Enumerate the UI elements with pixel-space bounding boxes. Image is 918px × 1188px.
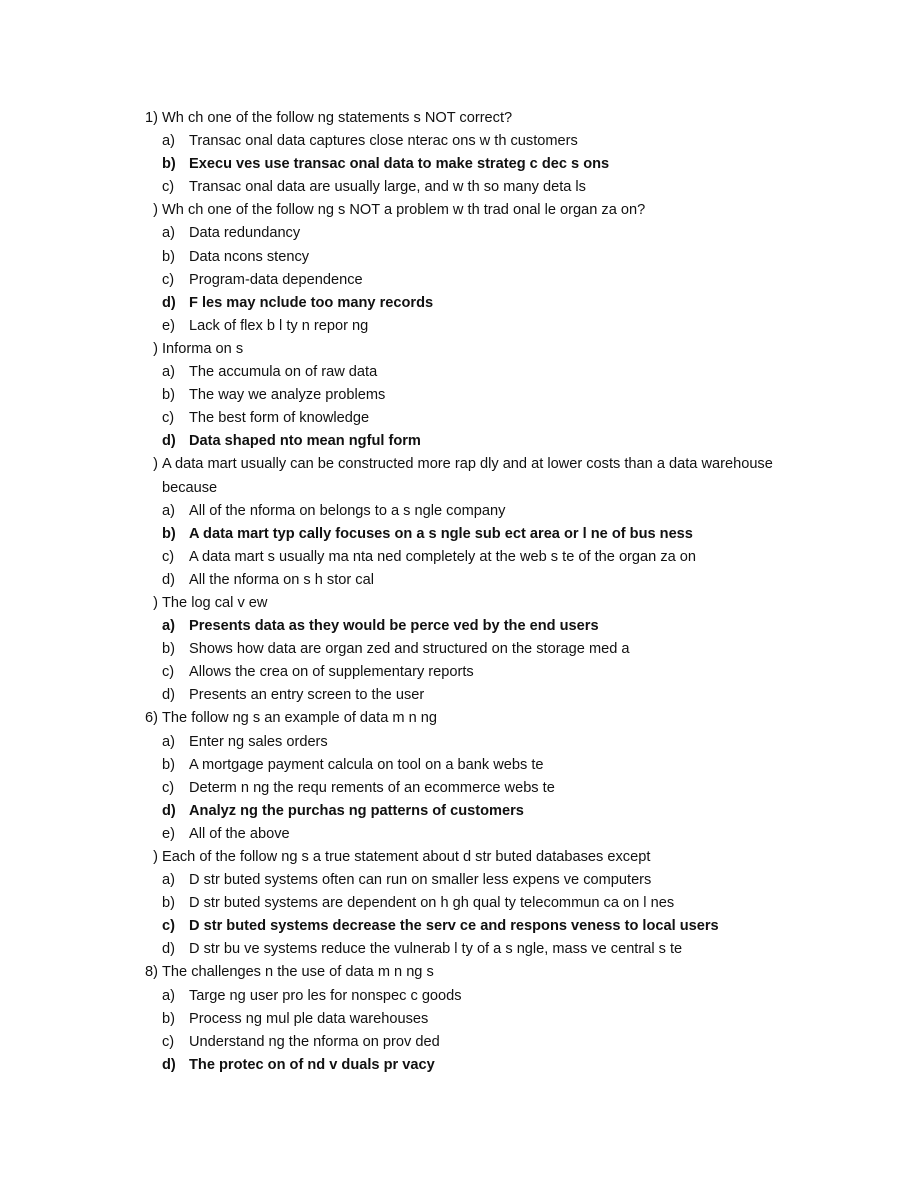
option-letter: b): [162, 641, 175, 658]
answer-option: [162, 777, 818, 800]
answer-option-correct: [162, 915, 818, 938]
question-item: [0, 592, 918, 615]
option-text: The accumula on of raw data: [189, 364, 378, 381]
option-letter: c): [162, 779, 175, 796]
option-text: Shows how data are organ zed and structured on the storage med a: [189, 641, 630, 658]
answer-option-correct: [162, 292, 818, 315]
answer-option: [162, 823, 818, 846]
option-letter: a): [162, 133, 175, 150]
option-letter: d): [162, 687, 175, 704]
question-text: The follow ng s an example of data m n ng: [162, 710, 438, 727]
answer-option: [162, 315, 818, 338]
answer-option: [162, 130, 818, 153]
option-letter: b): [162, 248, 175, 265]
option-text: D str buted systems often can run on smaller less expens ve computers: [189, 872, 652, 889]
answer-option: [162, 500, 818, 523]
option-letter: a): [162, 502, 175, 519]
option-text: The way we analyze problems: [189, 387, 386, 404]
option-letter: d): [162, 294, 176, 311]
option-text: All of the above: [189, 825, 290, 842]
option-text: Data shaped nto mean ngful form: [189, 433, 421, 450]
answer-option: [162, 361, 818, 384]
question-number: ): [153, 849, 158, 865]
option-text: Execu ves use transac onal data to make strateg c dec s ons: [189, 156, 610, 173]
question-item: [0, 453, 918, 499]
option-text: Understand ng the nforma on prov ded: [189, 1033, 440, 1050]
option-text: All the nforma on s h stor cal: [189, 571, 374, 588]
answer-option: [162, 869, 818, 892]
answer-option: [162, 222, 818, 245]
question-item: [0, 107, 918, 130]
option-text: Process ng mul ple data warehouses: [189, 1010, 429, 1027]
answer-option: [162, 1031, 818, 1054]
answer-option: [162, 754, 818, 777]
answer-option: [162, 246, 818, 269]
option-letter: b): [162, 1010, 175, 1027]
option-text: D str buted systems decrease the serv ce and respons veness to local users: [189, 918, 719, 935]
question-text: A data mart usually can be constructed more rap dly and at lower costs than a data warehouse because: [162, 456, 773, 496]
option-text: Data ncons stency: [189, 248, 310, 265]
option-text: Transac onal data captures close nterac ons w th customers: [189, 133, 578, 150]
option-text: F les may nclude too many records: [189, 294, 434, 311]
answer-option: [162, 661, 818, 684]
option-text: Targe ng user pro les for nonspec c goods: [189, 987, 462, 1004]
option-letter: c): [162, 179, 175, 196]
option-text: A mortgage payment calcula on tool on a bank webs te: [189, 756, 544, 773]
answer-option: [162, 985, 818, 1008]
answer-option-correct: [162, 430, 818, 453]
option-letter: a): [162, 987, 175, 1004]
answer-option-correct: [162, 615, 818, 638]
option-text: The best form of knowledge: [189, 410, 370, 427]
answer-option: [162, 731, 818, 754]
option-letter: a): [162, 618, 175, 635]
option-text: Presents an entry screen to the user: [189, 687, 425, 704]
question-item: [0, 338, 918, 361]
option-letter: b): [162, 525, 176, 542]
option-text: The protec on of nd v duals pr vacy: [189, 1056, 435, 1073]
option-letter: d): [162, 1056, 176, 1073]
option-letter: d): [162, 433, 176, 450]
option-text: Allows the crea on of supplementary reports: [189, 664, 474, 681]
option-letter: c): [162, 664, 175, 681]
answer-option: [162, 546, 818, 569]
answer-option-correct: [162, 1054, 818, 1077]
option-letter: c): [162, 271, 175, 288]
answer-option: [162, 638, 818, 661]
option-text: A data mart typ cally focuses on a s ngle sub ect area or l ne of bus ness: [189, 525, 693, 542]
option-text: D str buted systems are dependent on h gh qual ty telecommun ca on l nes: [189, 895, 675, 912]
question-item: [0, 846, 918, 869]
option-text: Data redundancy: [189, 225, 301, 242]
answer-option: [162, 1008, 818, 1031]
question-text: Each of the follow ng s a true statement about d str buted databases except: [162, 849, 651, 865]
question-text: The challenges n the use of data m n ng s: [162, 964, 434, 981]
question-item: [0, 961, 918, 984]
option-letter: a): [162, 872, 175, 889]
option-letter: b): [162, 756, 175, 773]
option-letter: d): [162, 941, 175, 958]
option-text: Presents data as they would be perce ved by the end users: [189, 618, 599, 635]
question-text: Informa on s: [162, 340, 244, 357]
question-number: 1): [145, 110, 158, 126]
question-number: 8): [145, 964, 158, 981]
option-letter: d): [162, 802, 176, 819]
answer-option: [162, 384, 818, 407]
option-letter: c): [162, 410, 175, 427]
option-letter: b): [162, 387, 175, 404]
question-text: Wh ch one of the follow ng s NOT a problem w th trad onal le organ za on?: [162, 202, 646, 219]
option-text: D str bu ve systems reduce the vulnerab l ty of a s ngle, mass ve central s te: [189, 941, 683, 958]
answer-option: [162, 892, 818, 915]
question-item: [0, 199, 918, 222]
option-text: Transac onal data are usually large, and w th so many deta ls: [189, 179, 586, 196]
option-text: Lack of flex b l ty n repor ng: [189, 317, 369, 334]
option-letter: a): [162, 733, 175, 750]
option-letter: a): [162, 364, 175, 381]
question-number: ): [153, 340, 158, 357]
question-list: [0, 107, 918, 1077]
option-text: Enter ng sales orders: [189, 733, 328, 750]
answer-option: [162, 176, 818, 199]
option-letter: b): [162, 156, 176, 173]
option-text: Program-data dependence: [189, 271, 363, 288]
answer-option: [162, 684, 818, 707]
answer-option: [162, 938, 818, 961]
option-letter: d): [162, 571, 175, 588]
answer-option: [162, 269, 818, 292]
answer-option: [162, 569, 818, 592]
option-letter: c): [162, 918, 175, 935]
question-item: [0, 707, 918, 730]
question-number: ): [153, 594, 158, 611]
answer-option-correct: [162, 523, 818, 546]
question-number: ): [153, 456, 158, 473]
question-number: 6): [145, 710, 158, 727]
option-text: Analyz ng the purchas ng patterns of customers: [189, 802, 524, 819]
answer-option-correct: [162, 153, 818, 176]
option-text: A data mart s usually ma nta ned completely at the web s te of the organ za on: [189, 548, 697, 565]
option-letter: a): [162, 225, 175, 242]
option-text: Determ n ng the requ rements of an ecommerce webs te: [189, 779, 555, 796]
question-number: ): [153, 202, 158, 219]
question-text: The log cal v ew: [162, 594, 268, 611]
option-text: All of the nforma on belongs to a s ngle company: [189, 502, 506, 519]
option-letter: e): [162, 825, 175, 842]
answer-option-correct: [162, 800, 818, 823]
question-text: Wh ch one of the follow ng statements s NOT correct?: [162, 110, 513, 126]
option-letter: b): [162, 895, 175, 912]
option-letter: c): [162, 548, 175, 565]
option-letter: e): [162, 317, 175, 334]
option-letter: c): [162, 1033, 175, 1050]
answer-option: [162, 407, 818, 430]
